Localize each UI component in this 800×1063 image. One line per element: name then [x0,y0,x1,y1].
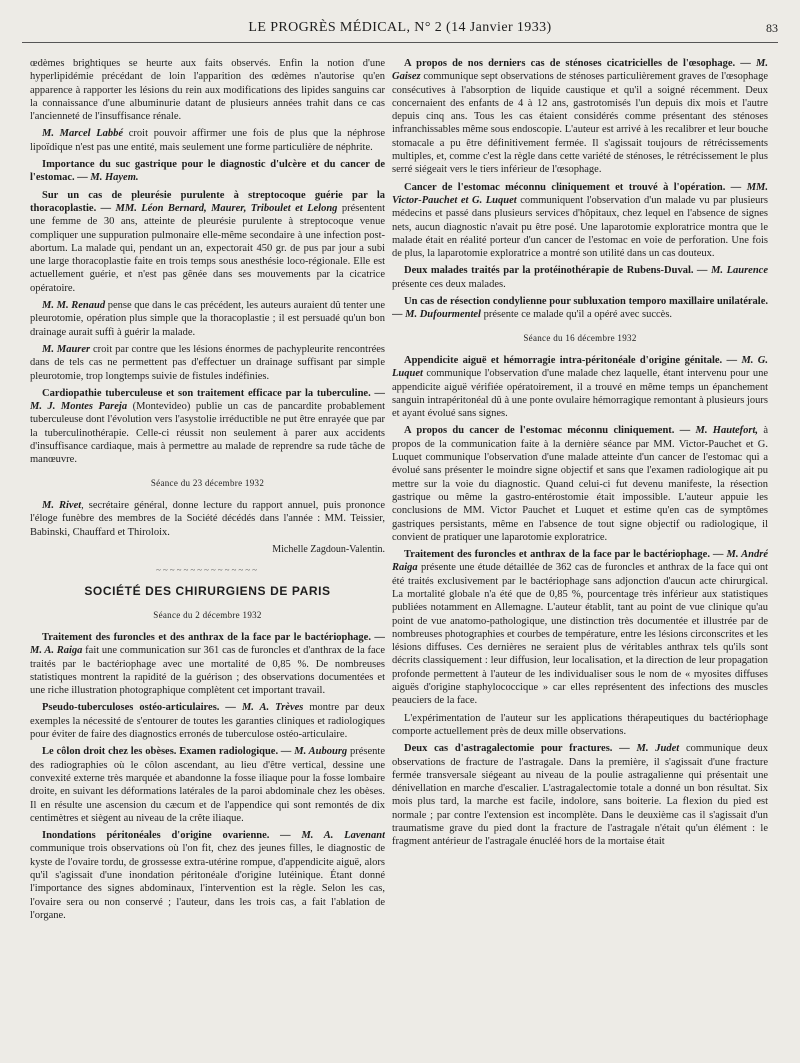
communication [30,189,385,295]
paragraph-text: communique l'observation d'une malade chez laquelle, étant intervenu pour une appendicite aiguë vérifiée opératoirement, il a trouvé en même temps un épanchement sanguin intrapéritonéal dû à une ponte ovulaire hémorragique remontant à plusieurs jours et ayant évolué sans signes. [392,368,768,420]
author-name: — M. Laurence [693,265,768,277]
session-date: Séance du 2 décembre 1932 [153,609,262,620]
left-column [30,57,385,1057]
communication-title: Cancer de l'estomac méconnu cliniquement et trouvé à l'opération. [404,181,726,193]
society-heading: SOCIÉTÉ DES CHIRURGIENS DE PARIS [84,584,331,599]
paragraph-text: présentent une femme de 30 ans, atteinte de pleurésie purulente à streptocoque venue compliquer une suppuration pulmonaire elle-même secondaire à une infection post-abortum. La malade qui, pendant un an, expectorait 450 gr. de pus par jour a subi une large thoracoplastie faite en trois temps sous anesthésie loco-régionale. Elle est actuellement guérie, et n'est pas gênée dans ses mouvements par la cicatrice opératoire. [30,202,385,294]
communication-title: Pseudo-tuberculoses ostéo-articulaires. [42,702,220,714]
author-name: — M. J. Montes Pareja [30,387,385,413]
communication [392,424,768,544]
divider-ornament: ~~~~~~~~~~~~~~~ [155,565,260,576]
communication-title: Sur un cas de pleurésie purulente à streptocoque guérie par la thoracoplastie. [30,189,385,214]
paragraph-text: pense que dans le cas précédent, les auteurs auraient dû tenter une pleurotomie, opération plus simple que la thoracoplastie ; il est persuadé qu'un bon drainage aurait suffi à guérir la malade. [30,300,385,338]
author-name: M. Rivet [42,499,82,511]
communication [30,829,385,922]
author-name: — MM. Victor-Pauchet et G. Luquet [392,181,768,206]
communication [392,264,768,291]
session-date: Séance du 16 décembre 1932 [523,332,637,343]
communication [30,387,385,467]
communication-title: Appendicite aiguë et hémorragie intra-péritonéale d'origine génitale. [404,354,723,366]
author-name: — M. A. Lavenant [269,830,385,842]
paragraph [30,499,385,539]
paragraph-text: présente des radiographies où le côlon ascendant, au lieu d'être vertical, dessine une convexité externe très marquée et abandonne la fosse iliaque pour la fosse lombaire droite, en suivant les déformations latérales de la paroi abdominale chez les obèses. Il en résulte une ascension du cæcum et de l'appendice qui sont remontés de dix centimètres et siègent au niveau de la crête iliaque. [30,746,385,824]
communication-title: Traitement des furoncles et anthrax de la face par le bactériophage. [404,549,710,561]
paragraph-text: fait une communication sur 361 cas de furoncles et d'anthrax de la face traités par le bactériophage avec une mortalité de 0,85 %. De nombreuses statistiques montrent la rapidité de la guérison ; des observations documentées et une riche illustration photographique complètent cet important travail. [30,645,385,697]
paragraph-text: (Montevideo) publie un cas de pancardite probablement tuberculeuse dont l'évolution vers l'asystolie irréductible ne put être enrayée que par la tuberculinothérapie. Celle-ci réussit non seulement à parer aux accidents d'insuffisance cardiaque, mais à permettre au malade de reprendre sa rude tâche de manœuvre. [30,401,385,466]
communication-title: Un cas de résection condylienne pour subluxation temporo maxillaire unilatérale. [404,296,768,308]
author-name: — M. Aubourg [278,746,348,758]
paragraph-text: communique deux observations de fracture de l'astragale. Dans la première, il s'agissait d'une fracture fermée transversale siégeant au niveau de la poulie astragalienne qui présentait une dénivellation en marche d'escalier. L'astragalectomie totale a donné un bon résultat. Six mois plus tard, la marche est facile, indolore, sans boiterie. La flexion du pied est normale ; par contre l'extension est incomplète. Dans le deuxième cas il s'agissait d'un traumatisme grave du pied dont la fracture de l'astragale n'était qu'un élément : le fragment antérieur de l'astragale énucléé hors de la mortaise était [392,743,768,848]
paragraph-text: communique trois observations où l'on fit, chez des jeunes filles, le diagnostic de kyste de l'ovaire tordu, de grossesse extra-utérine rompue, d'appendicite aiguë, alors qu'il s'agissait d'une inondation péritonéale d'origine lutéinique. Étant donné l'importance des signes abdominaux, l'intervention est la règle. Selon les cas, l'ovaire sera ou non conservé ; l'auteur, dans les trois cas, a fait l'ablation de l'organe. [30,843,385,921]
communication-title: Deux cas d'astragalectomie pour fractures. [404,743,613,755]
communication-title: A propos du cancer de l'estomac méconnu cliniquement. [404,425,675,437]
communication [392,354,768,420]
author-name: — M. A. Trèves [219,702,304,714]
author-name: — MM. Léon Bernard, Maurer, Triboulet et Lelong [96,202,338,214]
communication-title: Inondations péritonéales d'origine ovarienne. [42,830,270,842]
paragraph-text: présente ces deux malades. [392,278,506,290]
paragraph [392,712,768,739]
paragraph-text: communiquent l'observation d'un malade vu par plusieurs médecins et passé dans plusieurs services d'hôpitaux, chez lequel en l'absence de signes nets, aucun diagnostic n'avait pu être posé. Une laparotomie exploratrice montra que le malade était en réalité porteur d'un cancer de l'estomac en voie de perforation. Une fois de plus, la laparotomie exploratrice a montré son utilité dans un cas douteux. [392,194,768,260]
author-name: — M. G. Luquet [392,354,768,380]
author-name: — M. Dufourmentel [392,309,481,321]
author-name: — M. Gaisez [392,58,768,83]
paragraph-text: présente une étude détaillée de 362 cas de furoncles et anthrax de la face qui ont été traités exclusivement par le bactériophage sans adjonction d'aucun acte chirurgical. La mortalité globale n'a été que de 0,85 %, pourcentage très inférieur aux statistiques publiées notamment en Allemagne. L'auteur établit, tant au point de vue clinique qu'au point de vue anatomo-pathologique, une distinction très documentée et illustrée par de nombreuses photographies et courbes de température, entre les lésions circonscrites et les lésions diffuses. Ces dernières ne seraient plus de véritables anthrax tels qu'ils sont décrits classiquement : leur diffusion, leur localisation, et la direction de leur propagation profonde permettent à l'auteur de les individualiser sous le nom de « myosites diffuses aiguës d'origine staphylococcique » car elles représentent des infections des muscles peauciers de la face. [392,562,768,707]
author-name: — M. Hautefort, [674,425,759,437]
communication [392,742,768,848]
author-name: M. M. Renaud [42,300,106,312]
communication-title: Le côlon droit chez les obèses. Examen radiologique. [42,746,279,758]
page-number: 83 [766,21,778,35]
paragraph-text: croit pouvoir affirmer une fois de plus que la néphrose lipoïdique n'est pas une entité, mais seulement une forme particulière de néphrite. [30,128,385,153]
paragraph-text: montre par deux exemples la nécessité de s'entourer de toutes les garanties cliniques et radiologiques pour éviter de faire des diagnostics erronés de tuberculose ostéo-articulaire. [30,702,385,741]
session-date: Séance du 23 décembre 1932 [150,477,265,488]
signature: Michelle Zagdoun-Valentin. [272,543,385,555]
communication-title: Importance du suc gastrique pour le diagnostic d'ulcère et du cancer de l'estomac. [30,159,385,184]
author-name: M. Marcel Labbé [42,128,124,140]
paragraph-text: communique sept observations de sténoses particulièrement graves de l'œsophage consécutives à l'absorption de liquide caustique et qu'il a soigné récemment. Deux concernaient des enfants de 4 à 12 ans, gastrotomisés l'un depuis dix mois et l'autre depuis cinq ans. Tous les cas étaient considérés comme présentant des sténoses infranchissables même sous endoscopie. L'auteur est arrivé à les recalibrer et leur bouche stomacale a pu être définitivement fermée. Il s'agissait toujours de rétrécissements multiples, et, comme c'est la règle dans cette variété de sténoses, le rétrécissement le plus serré siégeait vers le tiers inférieur de l'œsophage. [392,71,768,176]
communication [392,181,768,261]
paragraph-text: présente ce malade qu'il a opéré avec succès. [480,309,673,321]
communication [392,295,768,322]
author-name: — M. Judet [612,743,680,755]
paragraph-text: L'expérimentation de l'auteur sur les applications thérapeutiques du bactériophage comporte actuellement près de deux mille observations. [392,712,768,737]
communication [30,745,385,825]
communication-title: Traitement des furoncles et des anthrax de la face par le bactériophage. [42,631,371,643]
communication-title: Deux malades traités par la protéinothérapie de Rubens-Duval. [404,265,694,277]
paragraph [30,343,385,383]
communication [30,631,385,697]
communication-title: Cardiopathie tuberculeuse et son traitement efficace par la tuberculine. [42,387,371,399]
paragraph [30,299,385,339]
author-name: — M. Hayem. [74,172,139,184]
communication [30,158,385,185]
author-name: M. Maurer [42,343,91,355]
communication [392,57,768,177]
communication [392,548,768,708]
right-column [392,57,768,1057]
author-name: — M. A. Raiga [30,631,385,657]
author-name: — M. André Raiga [392,549,768,574]
paragraph-text: œdèmes brightiques se heurte aux faits observés. Enfin la notion d'une hyperlipidémie précédant de loin l'apparition des œdèmes n'autorise qu'en apparence à rapporter les lésions du rein aux modifications des lipides sanguins car la connaissance d'une albuminurie datant de plusieurs années trahit dans ce cas l'ancienneté de l'insuffisance rénale. [30,58,385,123]
communication-title: A propos de nos derniers cas de sténoses cicatricielles de l'œsophage. [404,58,736,69]
running-header [22,20,778,43]
paragraph-text: , secrétaire général, donne lecture du rapport annuel, puis prononce l'éloge funèbre des membres de la Société décédés dans l'année : MM. Teissier, Babinski, Chauffard et Thiroloix. [30,499,385,538]
paragraph [30,57,385,123]
journal-title: LE PROGRÈS MÉDICAL, N° 2 (14 Janvier 1933) [248,20,552,35]
paragraph-text: à propos de la communication faite à la dernière séance par MM. Victor-Pauchet et G. Luquet communique l'observation d'une malade atteinte d'un cancer de l'estomac qui a évolué sans présenter le moindre signe objectif et sans que l'examen radiologique ait pu mettre sur la voie du diagnostic. Quand celui-ci fut devenu manifeste, la résection gastrique ou même la gastro-entérostomie était impossible. L'auteur appuie les conclusions de MM. Victor Pauchet et Luquet et estime qu'en cas de symptômes gastriques persistants, même en l'absence de tout signe objectif ou radiologique, il convient de pratiquer une laparotomie exploratrice. [392,425,768,543]
paragraph-text: croit par contre que les lésions énormes de pachypleurite rencontrées dans de tels cas ne permettent pas d'effectuer un drainage suffisant par simple pleurotomie, trop longtemps suivie de fistules indéfinies. [30,343,385,382]
communication [30,701,385,741]
paragraph [30,127,385,154]
